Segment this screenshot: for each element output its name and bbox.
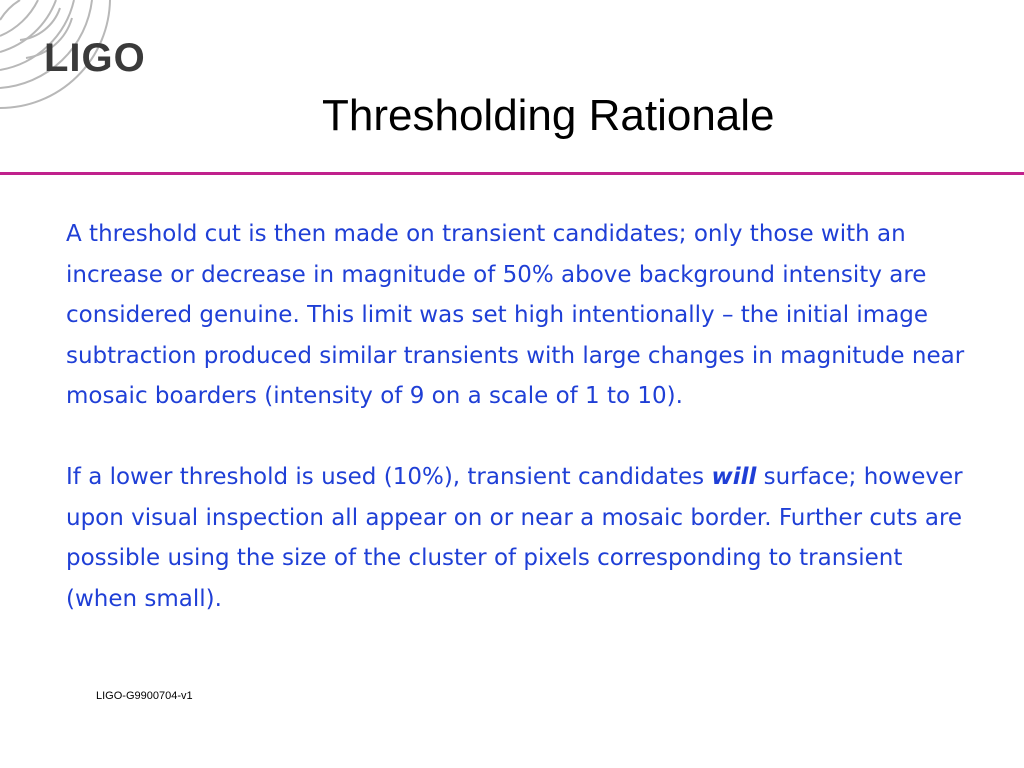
document-id-footer: LIGO-G9900704-v1 xyxy=(96,690,193,702)
emphasis-will: will xyxy=(711,464,757,490)
slide-title: Thresholding Rationale xyxy=(322,91,775,140)
body-paragraph-1: A threshold cut is then made on transient candidates; only those with an increase or decrease in magnitude of 50% above background intensity are considered genuine. This limit was set high intentionally – the initial image subtraction produced similar transients with large changes in magnitude near mosaic boarders (intensity of 9 on a scale of 1 to 10). xyxy=(66,221,965,409)
ligo-logo xyxy=(0,0,170,120)
body-paragraph-2-end: surface; however upon visual inspection all appear on or near a mosaic border. Further cuts are possible using the size of the cluster of pixels corresponding to transient (when small). xyxy=(66,464,963,612)
body-paragraph-2-start: If a lower threshold is used (10%), transient candidates xyxy=(66,464,712,490)
body-paragraph-2 xyxy=(66,457,966,619)
title-divider xyxy=(0,172,1024,175)
logo-text: LIGO xyxy=(44,36,146,80)
slide-body xyxy=(66,214,966,619)
